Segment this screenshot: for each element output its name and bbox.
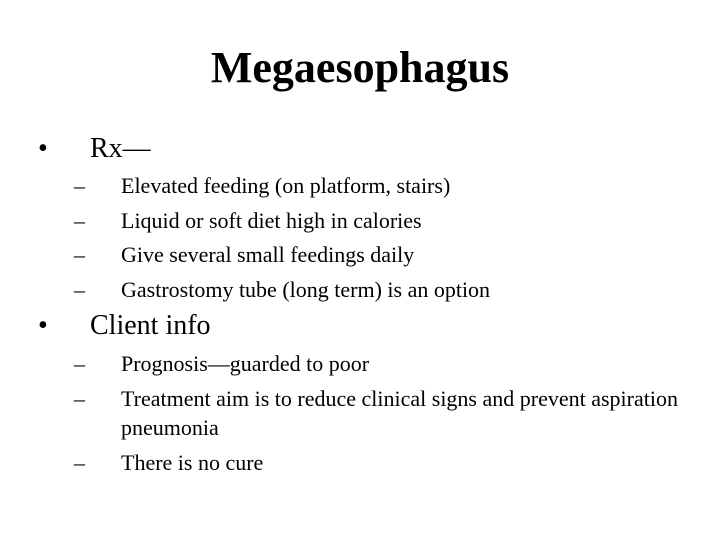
sub-item-text: Gastrostomy tube (long term) is an option bbox=[121, 277, 491, 302]
sub-item-text: Prognosis—guarded to poor bbox=[121, 351, 370, 376]
dash-icon: – bbox=[74, 351, 85, 376]
slide-title: Megaesophagus bbox=[210, 43, 510, 92]
dash-icon: – bbox=[74, 173, 85, 198]
bullet-client-info bbox=[0, 308, 720, 344]
bullet-icon: • bbox=[38, 310, 48, 341]
dash-icon: – bbox=[74, 277, 85, 302]
sub-item-text: Liquid or soft diet high in calories bbox=[121, 208, 422, 233]
sub-item-text: Treatment aim is to reduce clinical signs and prevent aspiration pneumonia bbox=[121, 386, 678, 440]
dash-icon: – bbox=[74, 242, 85, 267]
sub-item-text: There is no cure bbox=[121, 450, 264, 475]
bullet-icon: • bbox=[38, 133, 48, 164]
bullet-rx bbox=[0, 131, 720, 167]
dash-icon: – bbox=[74, 208, 85, 233]
sub-item-text: Give several small feedings daily bbox=[121, 242, 415, 267]
bullet-label: Rx— bbox=[90, 133, 151, 164]
bullet-label: Client info bbox=[90, 310, 211, 341]
dash-icon: – bbox=[74, 450, 85, 475]
dash-icon: – bbox=[74, 386, 85, 411]
sub-item-text: Elevated feeding (on platform, stairs) bbox=[121, 173, 451, 198]
